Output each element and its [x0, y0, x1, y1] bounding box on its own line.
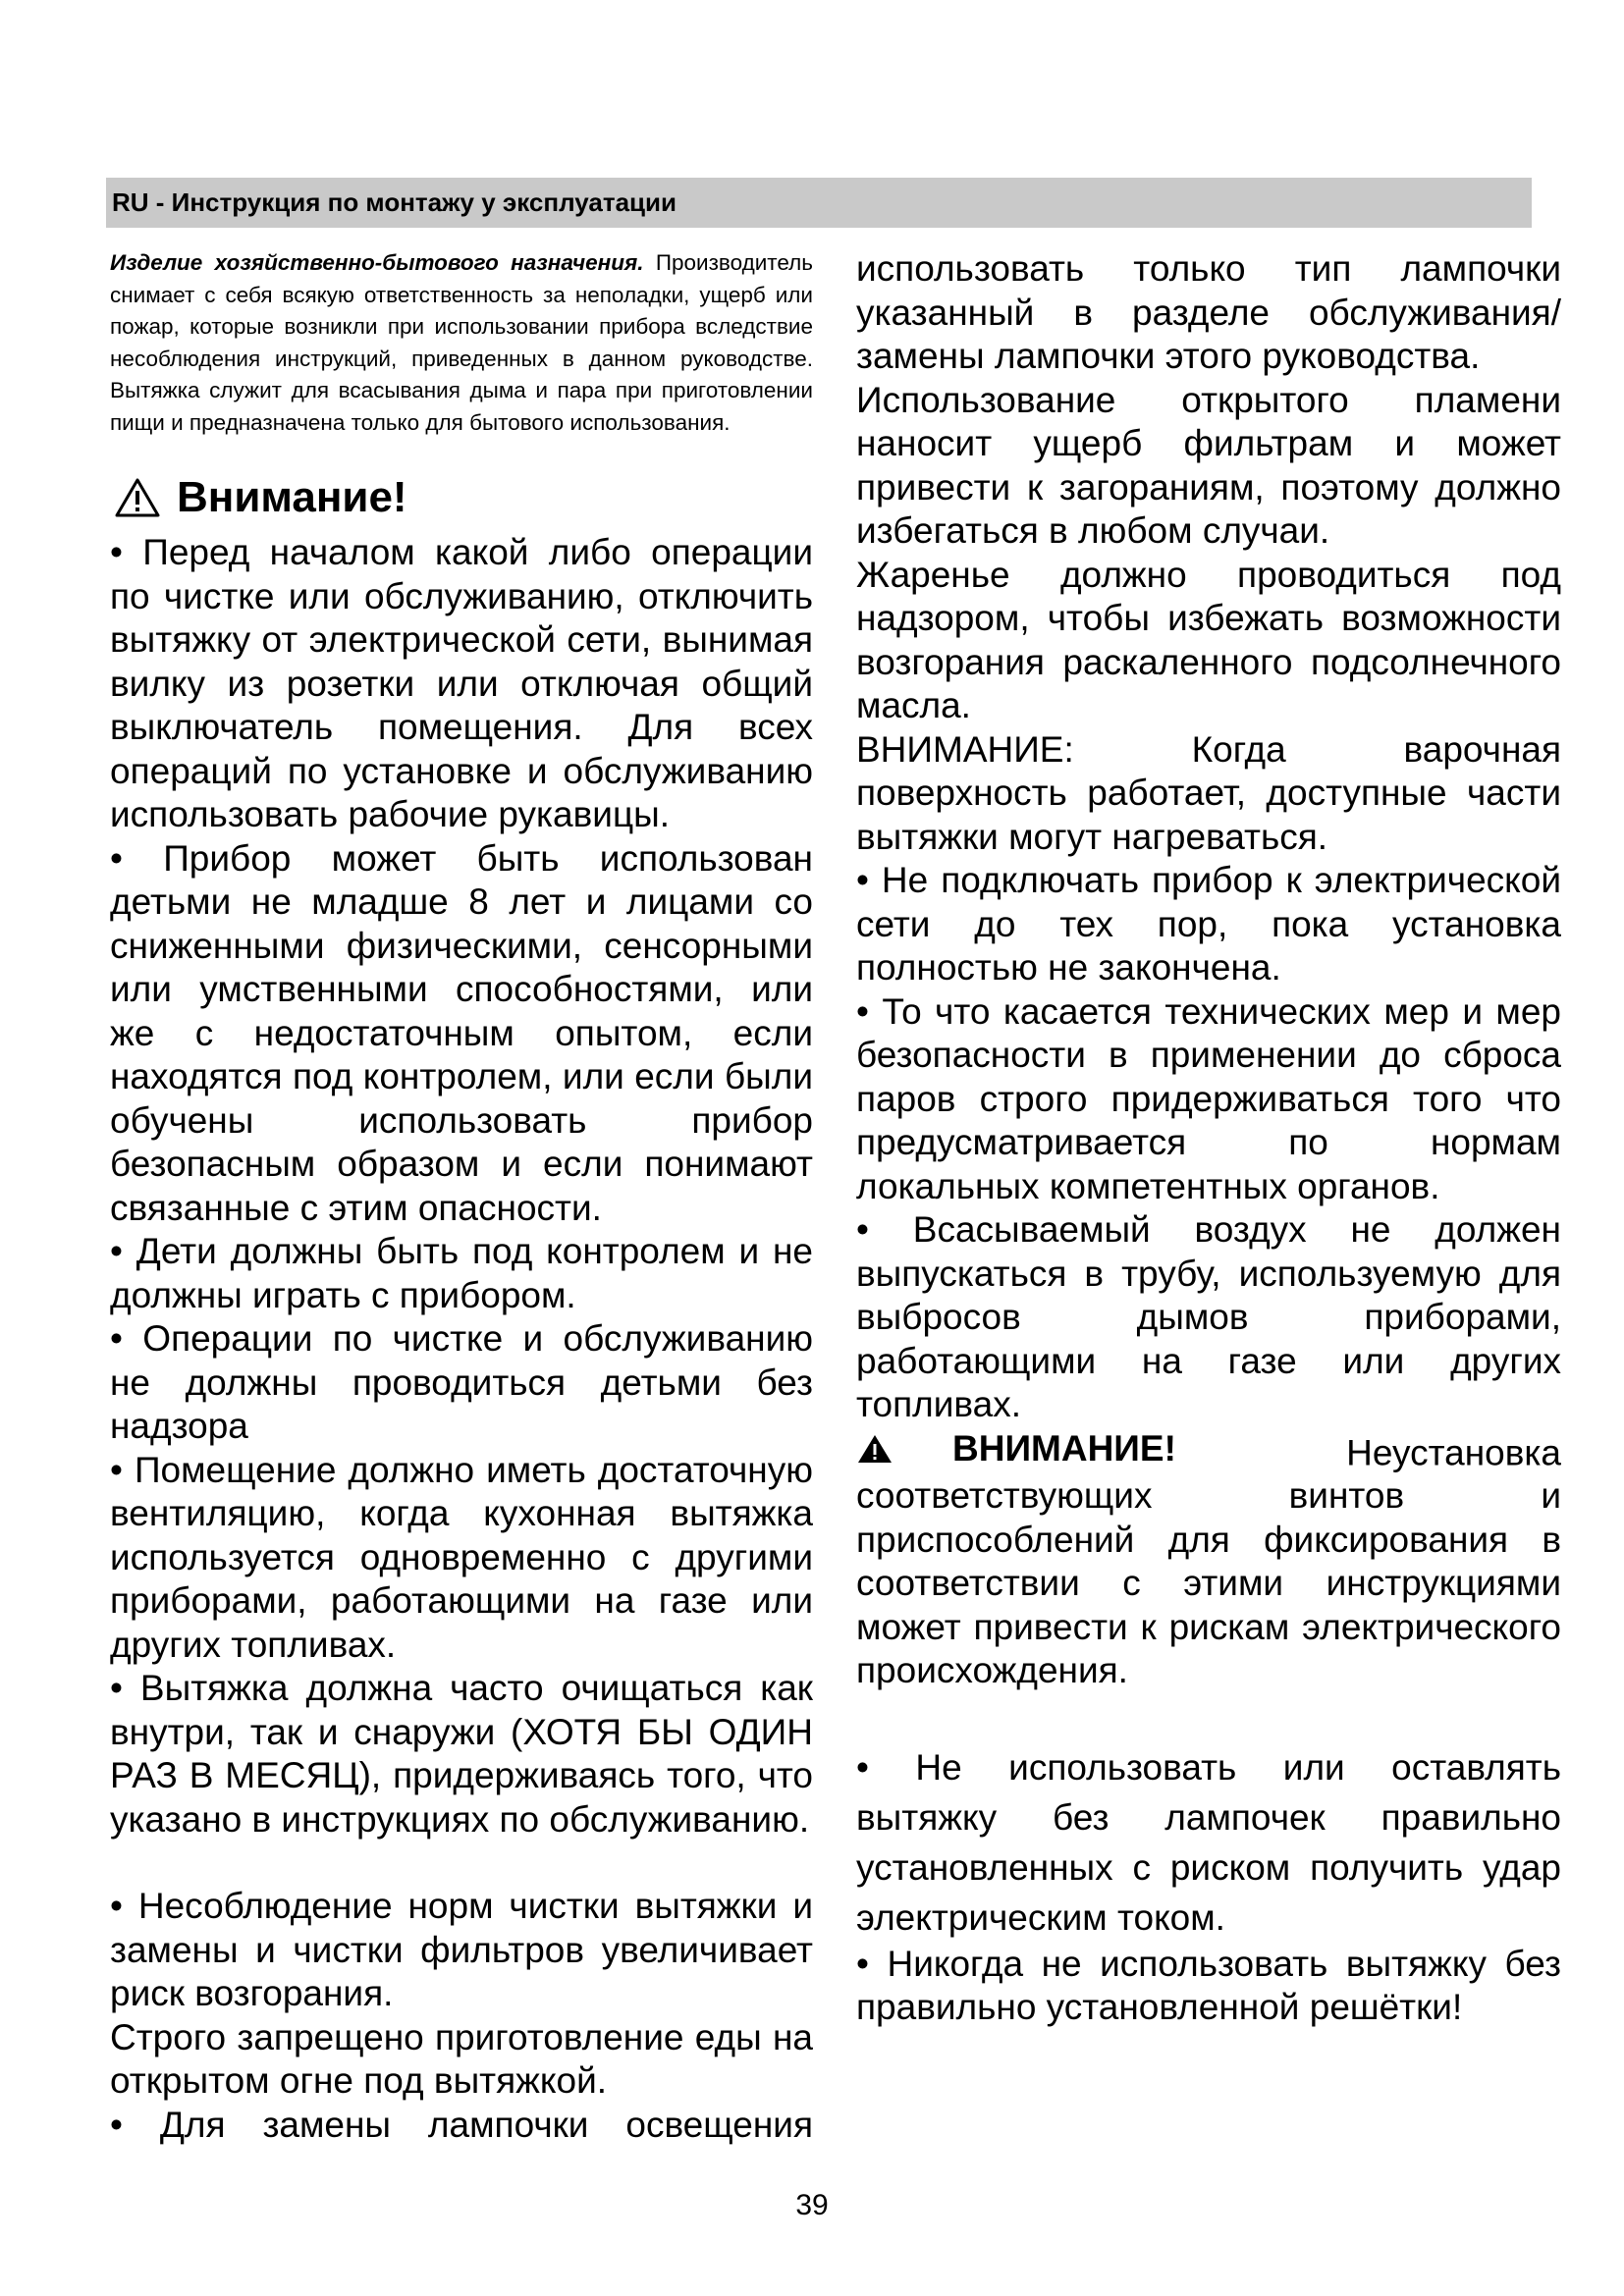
- warning-heading: [110, 470, 813, 525]
- left-paragraph: • Для замены лампочки освещения: [110, 2104, 813, 2145]
- right-warning-label: [856, 1427, 1176, 1471]
- intro-title: Изделие хозяйственно-бытового назначения.: [110, 250, 644, 275]
- right-warning-text: Неустановка соответствующих винтов и приспособлений для фиксирования в соответствии с этими инструкциями может привести к рискам электрического происхождения.: [856, 1431, 1561, 1691]
- right-paragraph: • Не использовать или оставлять вытяжку без лампочек правильно установленных с риском получить удар электрическим током.: [856, 1746, 1561, 1938]
- right-paragraph: • Не подключать прибор к электрической сети до тех пор, пока установка полностью не закончена.: [856, 860, 1561, 988]
- intro-text: [110, 247, 813, 439]
- left-paragraph: • Вытяжка должна часто очищаться как внутри, так и снаружи (ХОТЯ БЫ ОДИН РАЗ В МЕСЯЦ), придерживаясь того, что указано в инструкциях по обслуживанию.: [110, 1668, 813, 1840]
- left-paragraph: • Перед началом какой либо операции по чистке или обслуживанию, отключить вытяжку от электрической сети, вынимая вилку из розетки или отключая общий выключатель помещения. Для всех операций по установке и обслуживанию использовать рабочие рукавицы.: [110, 532, 813, 834]
- left-paragraph: • Дети должны быть под контролем и не должны играть с прибором.: [110, 1231, 813, 1315]
- right-column: [856, 247, 1561, 2030]
- header-bar: [106, 178, 1532, 228]
- left-paragraph: • Операции по чистке и обслуживанию не должны проводиться детьми без надзора: [110, 1318, 813, 1446]
- right-paragraph: • Всасываемый воздух не должен выпускаться в трубу, используемую для выбросов дымов приборами, работающими на газе или других топливах.: [856, 1209, 1561, 1424]
- right-paragraph: ВНИМАНИЕ: Когда варочная поверхность работает, доступные части вытяжки могут нагреваться.: [856, 728, 1561, 857]
- right-paragraph: Жаренье должно проводиться под надзором, чтобы избежать возможности возгорания раскаленного подсолнечного масла.: [856, 554, 1561, 725]
- warning-outline-icon: [114, 477, 161, 518]
- left-paragraph: • Несоблюдение норм чистки вытяжки и замены и чистки фильтров увеличивает риск возгорания.: [110, 1886, 813, 2013]
- right-paragraph: использовать только тип лампочки указанный в разделе обслуживания/замены лампочки этого руководства.: [856, 248, 1561, 376]
- left-paragraph: • Прибор может быть использован детьми не младше 8 лет и лицами со сниженными физическими, сенсорными или умственными способностями, или же с недостаточным опытом, если находятся под контролем, или если были обучены использовать прибор безопасным образом и если понимают связанные с этим опасности.: [110, 837, 813, 1228]
- left-column: [110, 247, 813, 2147]
- right-paragraph: • То что касается технических мер и мер безопасности в применении до сброса паров строго придерживаться того что предусматривается по нормам локальных компетентных органов.: [856, 990, 1561, 1206]
- warning-filled-icon: [856, 1433, 893, 1465]
- page-number: 39: [795, 2189, 829, 2221]
- right-paragraph: Использование открытого пламени наносит ущерб фильтрам и может привести к загораниям, поэтому должно избегаться в любом случаи.: [856, 379, 1561, 551]
- right-warning-label-text: ВНИМАНИЕ!: [952, 1427, 1176, 1468]
- right-paragraph: • Никогда не использовать вытяжку без правильно установленной решётки!: [856, 1943, 1561, 2028]
- intro-body: Производитель снимает с себя всякую ответственность за неполадки, ущерб или пожар, которые возникли при использовании прибора вследствие несоблюдения инструкций, приведенных в данном руководстве. Вытяжка служит для всасывания дыма и пара при приготовлении пищи и предназначена только для бытового использования.: [110, 250, 813, 435]
- warning-heading-text: Внимание!: [177, 473, 407, 521]
- left-paragraph: Строго запрещено приготовление еды на открытом огне под вытяжкой.: [110, 2016, 813, 2101]
- right-warning-paragraph: [856, 1427, 1561, 1693]
- left-paragraph: • Помещение должно иметь достаточную вентиляцию, когда кухонная вытяжка используется одновременно с другими приборами, работающими на газе или других топливах.: [110, 1449, 813, 1665]
- header-title: RU - Инструкция по монтажу у эксплуатации: [112, 187, 677, 217]
